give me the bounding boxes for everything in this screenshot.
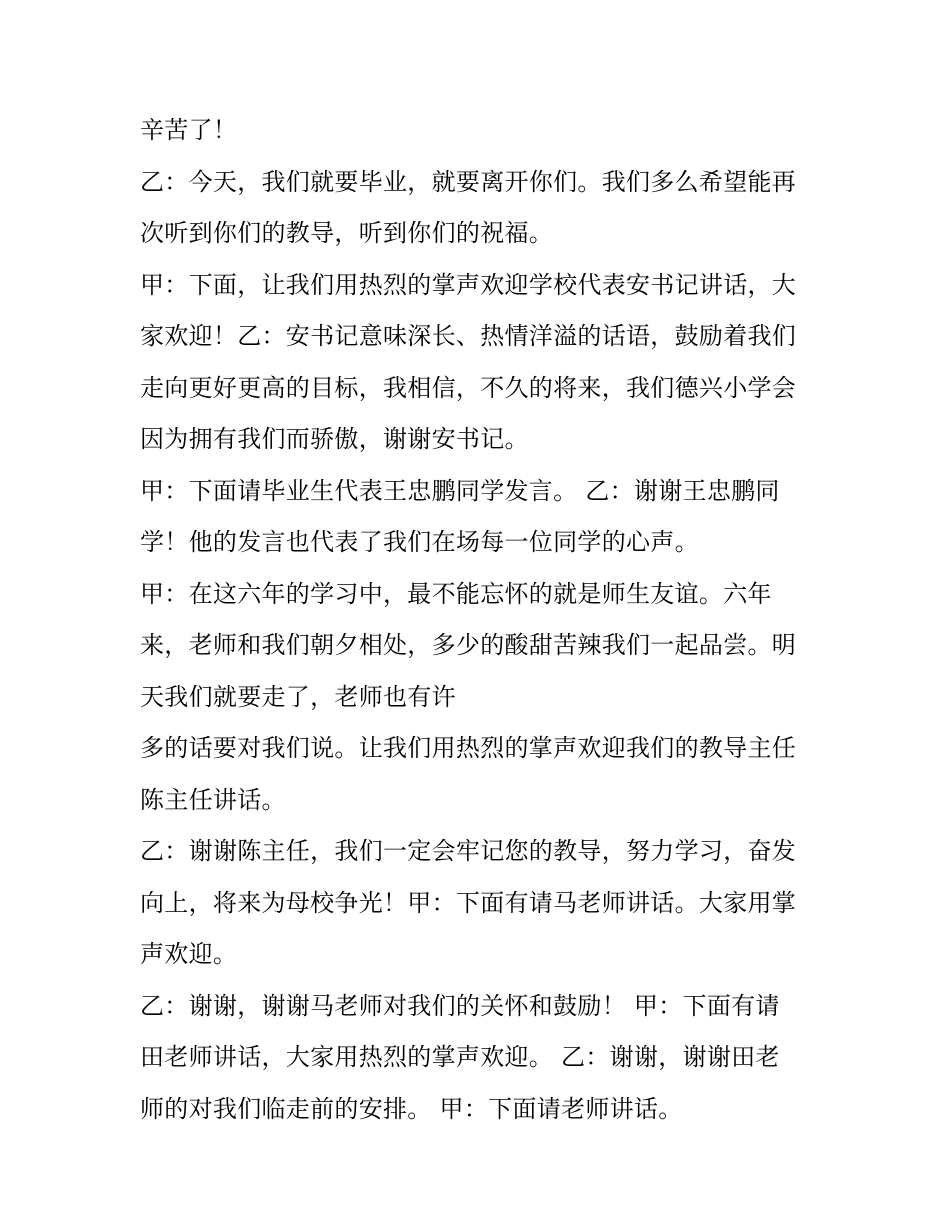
text-line: 学！他的发言也代表了我们在场每一位同学的心声。: [140, 528, 699, 556]
text-line: 天我们就要走了，老师也有许: [140, 682, 456, 711]
text-line: 多的话要对我们说。让我们用热烈的掌声欢迎我们的教导主任: [140, 734, 797, 762]
text-line: 田老师讲话，大家用热烈的掌声欢迎。 乙：谢谢，谢谢田老: [140, 1043, 780, 1071]
text-line: 因为拥有我们而骄傲，谢谢安书记。: [140, 425, 529, 453]
text-line: 辛苦了！: [140, 116, 238, 144]
text-line: 声欢迎。: [140, 940, 238, 968]
text-line: 次听到你们的教导，听到你们的祝福。: [140, 219, 554, 247]
text-line: 乙：谢谢陈主任，我们一定会牢记您的教导，努力学习，奋发: [140, 837, 797, 865]
text-line: 走向更好更高的目标，我相信，不久的将来，我们德兴小学会: [140, 373, 797, 402]
text-line: 来，老师和我们朝夕相处，多少的酸甜苦辣我们一起品尝。明: [140, 631, 797, 659]
text-line: 向上，将来为母校争光！甲：下面有请马老师讲话。大家用掌: [140, 888, 797, 917]
text-line: 家欢迎！乙：安书记意味深长、热情洋溢的话语，鼓励着我们: [140, 322, 797, 350]
text-line: 甲：在这六年的学习中，最不能忘怀的就是师生友谊。六年: [140, 579, 772, 608]
text-line: 乙：谢谢，谢谢马老师对我们的关怀和鼓励！ 甲：下面有请: [140, 991, 780, 1020]
text-line: 甲：下面，让我们用热烈的掌声欢迎学校代表安书记讲话，大: [140, 270, 797, 299]
text-line: 乙：今天，我们就要毕业，就要离开你们。我们多么希望能再: [140, 167, 797, 196]
document-body: [140, 105, 820, 1135]
text-line: 师的对我们临走前的安排。 甲：下面请老师讲话。: [140, 1094, 683, 1123]
text-line: 陈主任讲话。: [140, 785, 286, 814]
text-line: 甲：下面请毕业生代表王忠鹏同学发言。 乙：谢谢王忠鹏同: [140, 476, 780, 505]
